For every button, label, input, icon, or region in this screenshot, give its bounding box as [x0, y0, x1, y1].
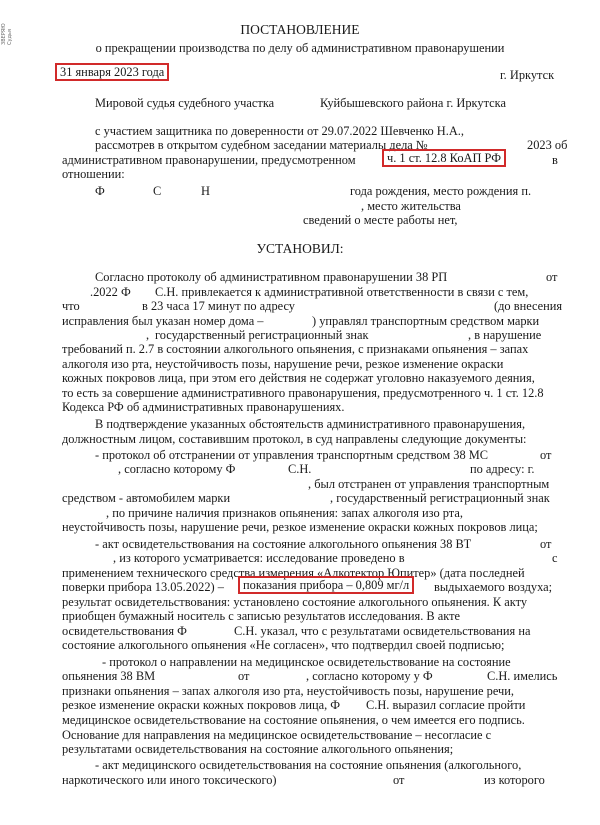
- text-line: приобщен бумажный носитель с записью результатов исследования. В акте: [62, 609, 461, 623]
- text-line: Основание для направления на медицинское освидетельствование – несогласие с: [62, 728, 492, 742]
- text-line: требований п. 2.7 в состоянии алкогольного опьянения, с признаками опьянения – запах: [62, 342, 529, 356]
- text-line: В подтверждение указанных обстоятельств административного правонарушения,: [95, 417, 526, 431]
- text-line: из которого: [484, 773, 545, 787]
- text-line: алкоголя изо рта, неустойчивость позы, нарушение речи, резкое изменение окраски: [62, 357, 504, 371]
- document-city: г. Иркутск: [500, 68, 555, 82]
- text-line: рассмотрев в открытом судебном заседании материалы дела №: [95, 138, 428, 152]
- text-line: от: [238, 669, 250, 683]
- text-line: Н: [201, 184, 210, 198]
- text-line: - акт медицинского освидетельствования на состояние опьянения (алкогольного,: [95, 758, 522, 772]
- text-line: кожных покровов лица, при этом его действия не содержат уголовно наказуемого деяния,: [62, 371, 535, 385]
- date-highlight: 31 января 2023 года: [55, 63, 169, 81]
- text-line: Ф: [95, 184, 105, 198]
- text-line: применением технического средства измерения «Алкотектор Юпитер» (дата последней: [62, 566, 525, 580]
- text-line: Кодекса РФ об административных правонарушениях.: [62, 400, 345, 414]
- text-line: результатами освидетельствования на состояние алкогольного опьянения;: [62, 742, 454, 756]
- text-line: в 23 часа 17 минут по адресу: [142, 299, 295, 313]
- section-heading: УСТАНОВИЛ:: [256, 241, 344, 256]
- text-line: , в нарушение: [468, 328, 542, 342]
- text-line: ,: [146, 328, 150, 342]
- text-line: государственный регистрационный знак: [155, 328, 369, 342]
- text-line: , согласно которому Ф: [118, 462, 236, 476]
- text-line: С.Н. выразил согласие пройти: [366, 698, 526, 712]
- text-line: административном правонарушении, предусмотренном: [62, 153, 356, 167]
- text-line: (до внесения: [494, 299, 563, 313]
- text-line: года рождения, место рождения п.: [350, 184, 532, 198]
- text-line: , из которого усматривается: исследование проведено в: [113, 551, 405, 565]
- text-line: резкое изменение окраски кожных покровов лица, Ф: [62, 698, 341, 712]
- text-line: С.Н. привлекается к административной ответственности в связи с тем,: [155, 285, 529, 299]
- text-line: медицинское освидетельствование на состояние опьянения, о чем имеется его подпись.: [62, 713, 525, 727]
- article-highlight: ч. 1 ст. 12.8 КоАП РФ: [382, 151, 506, 166]
- text-line: ) управлял транспортным средством марки: [312, 314, 540, 328]
- text-line: от: [540, 448, 552, 462]
- text-line: .2022 Ф: [90, 285, 131, 299]
- stamp-line: ЗВЕРЯЮ: [1, 23, 7, 45]
- text-line: исправления был указан номер дома –: [62, 314, 264, 328]
- text-line: что: [62, 299, 80, 313]
- text-line: - протокол об отстранении от управления транспортным средством 38 МС: [95, 448, 489, 462]
- reading-highlight: показания прибора – 0,809 мг/л: [238, 578, 414, 593]
- text-line: , место жительства: [361, 199, 461, 213]
- text-line: - акт освидетельствования на состояние алкогольного опьянения 38 ВТ: [95, 537, 472, 551]
- text-line: с участием защитника по доверенности от 29.07.2022 Шевченко Н.А.,: [95, 124, 464, 138]
- document-subtitle: о прекращении производства по делу об административном правонарушении: [95, 41, 505, 55]
- text-line: от: [546, 270, 558, 284]
- text-line: состояние алкогольного опьянения «Не согласен», что подтвердил своей подписью;: [62, 638, 505, 652]
- text-line: , государственный регистрационный знак: [330, 491, 550, 505]
- text-line: признаки опьянения – запах алкоголя изо рта, неустойчивость позы, нарушение речи,: [62, 684, 514, 698]
- text-line: освидетельствования Ф: [62, 624, 187, 638]
- text-line: наркотического или иного токсического): [62, 773, 277, 787]
- text-line: , по причине наличия признаков опьянения: запах алкоголя изо рта,: [106, 506, 463, 520]
- text-line: от: [393, 773, 405, 787]
- text-line: опьянения 38 ВМ: [62, 669, 156, 683]
- stamp-line: Судья: [7, 29, 13, 45]
- text-line: с: [552, 551, 558, 565]
- text-line: - протокол о направлении на медицинское освидетельствование на состояние: [102, 655, 511, 669]
- text-line: должностным лицом, составившим протокол, в суд направлены следующие документы:: [62, 432, 527, 446]
- text-line: Согласно протоколу об административном правонарушении 38 РП: [95, 270, 448, 284]
- text-line: С.Н.: [288, 462, 312, 476]
- text-line: С.Н. указал, что с результатами освидетельствования на: [234, 624, 531, 638]
- document-date: [55, 65, 169, 80]
- text-line: от: [540, 537, 552, 551]
- text-line: результат освидетельствования: установлено состояние алкогольного опьянения. К акту: [62, 595, 528, 609]
- text-line: поверки прибора 13.05.2022) –: [62, 580, 224, 594]
- text-line: , был отстранен от управления транспортным: [308, 477, 550, 491]
- text-line: в: [552, 153, 558, 167]
- text-line: , согласно которому у Ф: [306, 669, 433, 683]
- text-line: 2023 об: [527, 138, 568, 152]
- document-title: ПОСТАНОВЛЕНИЕ: [240, 22, 360, 37]
- text-line: отношении:: [62, 167, 125, 181]
- text-line: сведений о месте работы нет,: [303, 213, 458, 227]
- text-line: выдыхаемого воздуха;: [434, 580, 553, 594]
- text-line: С: [153, 184, 162, 198]
- text-line: С.Н. имелись: [487, 669, 558, 683]
- text-line: неустойчивость позы, нарушение речи, резкое изменение окраски кожных покровов лица;: [62, 520, 538, 534]
- text-line: средством - автомобилем марки: [62, 491, 231, 505]
- text-line: по адресу: г.: [470, 462, 535, 476]
- text-line: Куйбышевского района г. Иркутска: [320, 96, 506, 110]
- text-line: Мировой судья судебного участка: [95, 96, 275, 110]
- text-line: то есть за совершение административного правонарушения, предусмотренного ч. 1 ст. 12.8: [62, 386, 544, 400]
